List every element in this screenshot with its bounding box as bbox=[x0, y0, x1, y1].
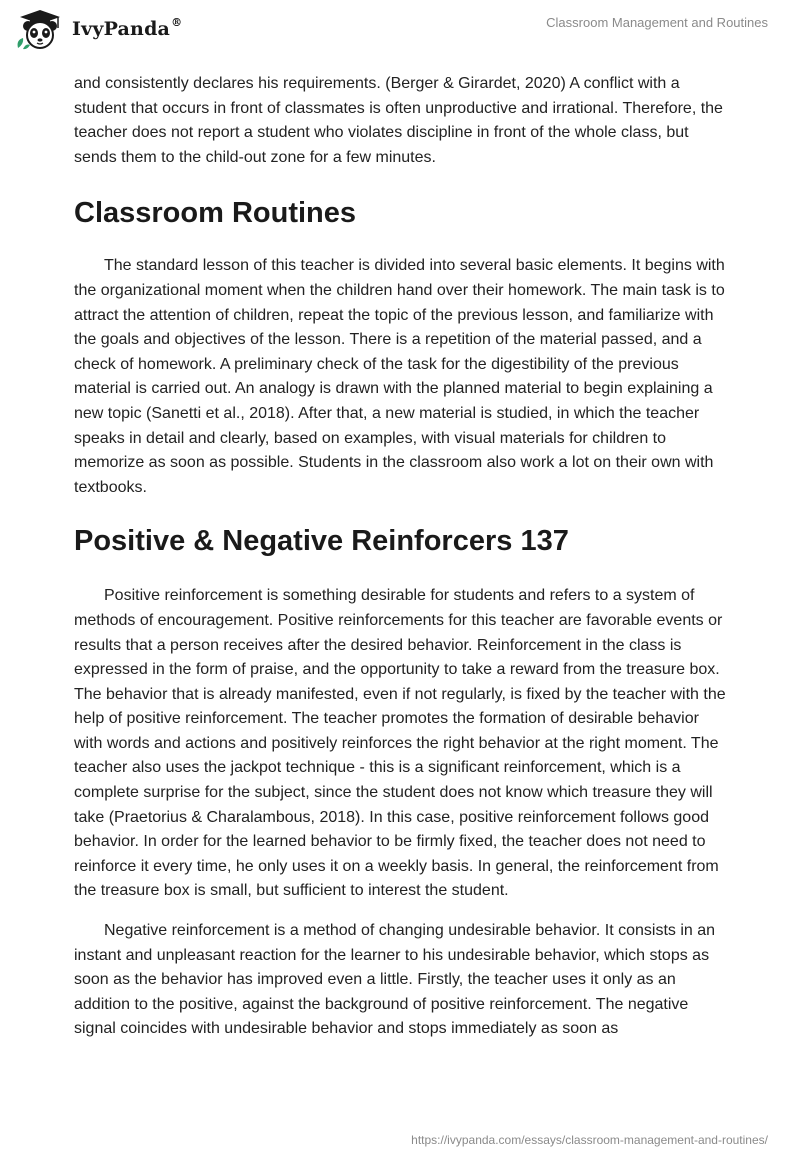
section-heading-routines: Classroom Routines bbox=[74, 197, 356, 230]
routines-paragraph: The standard lesson of this teacher is divided into several basic elements. It begins with the organizational moment when the children hand over their homework. The main task is to attract the attention of children, repeat the topic of the previous lesson, and familiarize with the goals and objectives of the lesson. There is a repetition of the material passed, and a check of homework. A preliminary check of the task for the digestibility of the previous material is carried out. An analogy is drawn with the planned material to begin explaining a new topic (Sanetti et al., 2018). After that, a new material is studied, in which the teacher speaks in detail and clearly, based on examples, with visual materials for children to memorize as soon as possible. Students in the classroom also work a lot on their own with textbooks. bbox=[74, 257, 725, 496]
reinforcers-paragraph-2: Negative reinforcement is a method of changing undesirable behavior. It consists in an instant and unpleasant reaction for the learner to his undesirable behavior, which stops as soon as the behavior has improved even a little. Firstly, the teacher uses it only as an addition to the positive, against the background of positive reinforcement. The negative signal coincides with undesirable behavior and stops immediately as soon as bbox=[74, 922, 716, 1038]
intro-paragraph: and consistently declares his requirements. (Berger & Girardet, 2020) A conflict with a student that occurs in front of classmates is often unproductive and irrational. Therefore, the teacher does not report a student who violates discipline in front of the whole class, but sends them to the child-out zone for a few minutes. bbox=[74, 75, 723, 166]
ivypanda-logo[interactable] bbox=[14, 8, 182, 50]
brand-name: IvyPanda® bbox=[72, 16, 183, 40]
page-header bbox=[0, 0, 800, 60]
reinforcers-paragraph-1: Positive reinforcement is something desirable for students and refers to a system of methods of encouragement. Positive reinforcements for this teacher are favorable events or results that a person receives after the desired behavior. Reinforcement in the class is expressed in the form of praise, and the opportunity to take a reward from the treasure box. The behavior that is already manifested, even if not regularly, is fixed by the teacher with the help of positive reinforcement. The teacher promotes the formation of desirable behavior with words and actions and positively reinforces the right behavior at the right moment. The teacher also uses the jackpot technique - this is a significant reinforcement, which is a complete surprise for the subject, since the student does not know which treasure they will take (Praetorius & Charalambous, 2018). In this case, positive reinforcement follows good behavior. In order for the learned behavior to be firmly fixed, the teacher does not need to reinforce it every time, he only uses it on a weekly basis. In general, the reinforcement from the treasure box is small, but sufficient to interest the student. bbox=[74, 587, 726, 900]
essay-content bbox=[74, 72, 726, 1042]
footer-source-link[interactable]: https://ivypanda.com/essays/classroom-management-and-routines/ bbox=[411, 1133, 768, 1147]
section-heading-reinforcers: Positive & Negative Reinforcers 137 bbox=[74, 525, 569, 558]
registered-mark: ® bbox=[171, 16, 183, 29]
document-title: Classroom Management and Routines bbox=[546, 15, 768, 30]
panda-graduate-icon bbox=[14, 8, 66, 50]
